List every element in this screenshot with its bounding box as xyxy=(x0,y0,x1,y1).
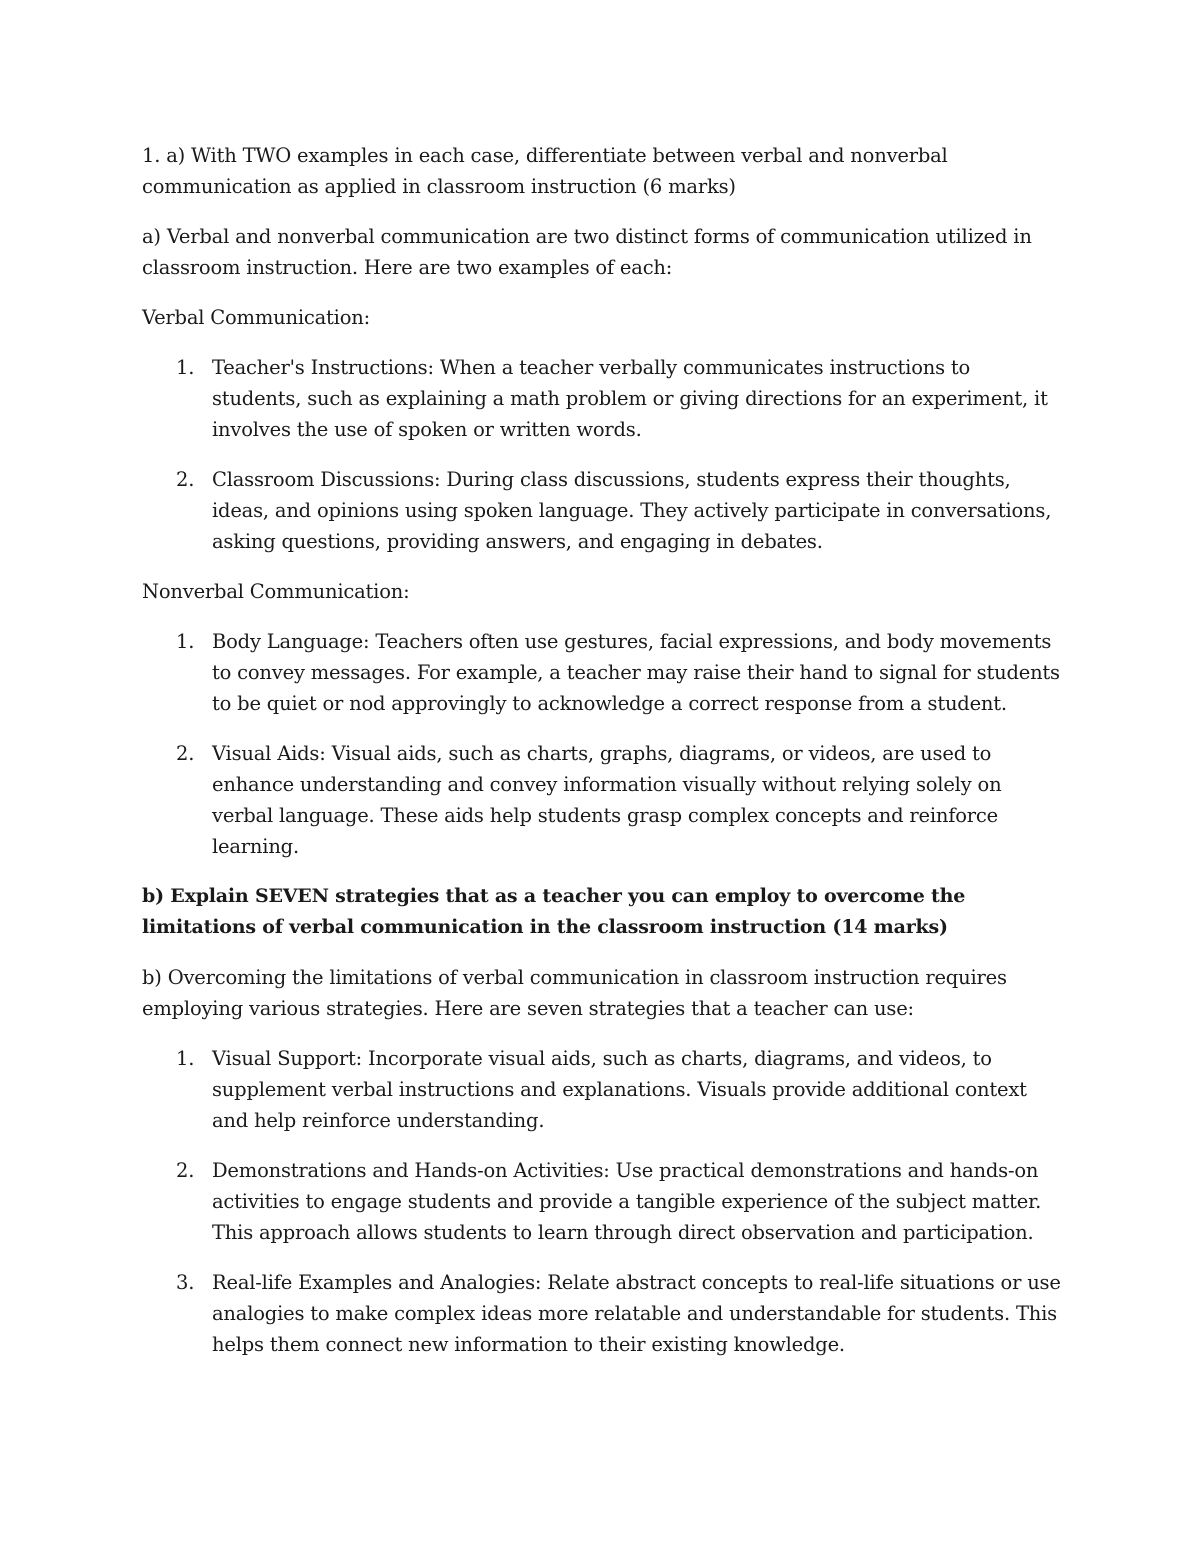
list-number: 3. xyxy=(176,1271,195,1294)
list-item xyxy=(142,738,1062,862)
list-number: 2. xyxy=(176,742,195,765)
document-page xyxy=(142,140,1062,1379)
list-item-text: Demonstrations and Hands-on Activities: Use practical demonstrations and hands-on activities to engage students and provide a tangible experience of the subject matter. This approach allows students to learn through direct observation and participation. xyxy=(212,1159,1042,1244)
question-a: 1. a) With TWO examples in each case, differentiate between verbal and nonverbal communication as applied in classroom instruction (6 marks) xyxy=(142,144,948,198)
list-item xyxy=(142,464,1062,557)
list-number: 1. xyxy=(176,356,195,379)
verbal-heading: Verbal Communication: xyxy=(142,306,370,329)
list-item xyxy=(142,626,1062,719)
list-item-text: Classroom Discussions: During class discussions, students express their thoughts, ideas, and opinions using spoken language. They actively participate in conversations, asking questions, providing answers, and engaging in debates. xyxy=(212,468,1052,553)
list-number: 2. xyxy=(176,1159,195,1182)
list-number: 2. xyxy=(176,468,195,491)
list-item xyxy=(142,1267,1062,1360)
answer-a-intro: a) Verbal and nonverbal communication are two distinct forms of communication utilized in classroom instruction. Here are two examples of each: xyxy=(142,225,1032,279)
verbal-list xyxy=(142,352,1062,557)
nonverbal-list xyxy=(142,626,1062,862)
list-item-text: Body Language: Teachers often use gestures, facial expressions, and body movements to convey messages. For example, a teacher may raise their hand to signal for students to be quiet or nod approvingly to acknowledge a correct response from a student. xyxy=(212,630,1060,715)
list-item xyxy=(142,1155,1062,1248)
list-item xyxy=(142,352,1062,445)
strategy-list xyxy=(142,1043,1062,1360)
list-item-text: Teacher's Instructions: When a teacher verbally communicates instructions to students, such as explaining a math problem or giving directions for an experiment, it involves the use of spoken or written words. xyxy=(212,356,1048,441)
list-item xyxy=(142,1043,1062,1136)
list-item-text: Visual Aids: Visual aids, such as charts, graphs, diagrams, or videos, are used to enhance understanding and convey information visually without relying solely on verbal language. These aids help students grasp complex concepts and reinforce learning. xyxy=(212,742,1002,858)
list-number: 1. xyxy=(176,1047,195,1070)
list-number: 1. xyxy=(176,630,195,653)
nonverbal-heading: Nonverbal Communication: xyxy=(142,580,410,603)
list-item-text: Visual Support: Incorporate visual aids, such as charts, diagrams, and videos, to supplement verbal instructions and explanations. Visuals provide additional context and help reinforce understanding. xyxy=(212,1047,1027,1132)
question-b: b) Explain SEVEN strategies that as a teacher you can employ to overcome the limitations of verbal communication in the classroom instruction (14 marks) xyxy=(142,885,966,938)
answer-b-intro: b) Overcoming the limitations of verbal communication in classroom instruction requires employing various strategies. Here are seven strategies that a teacher can use: xyxy=(142,966,1007,1020)
list-item-text: Real-life Examples and Analogies: Relate abstract concepts to real-life situations or use analogies to make complex ideas more relatable and understandable for students. This helps them connect new information to their existing knowledge. xyxy=(212,1271,1061,1356)
